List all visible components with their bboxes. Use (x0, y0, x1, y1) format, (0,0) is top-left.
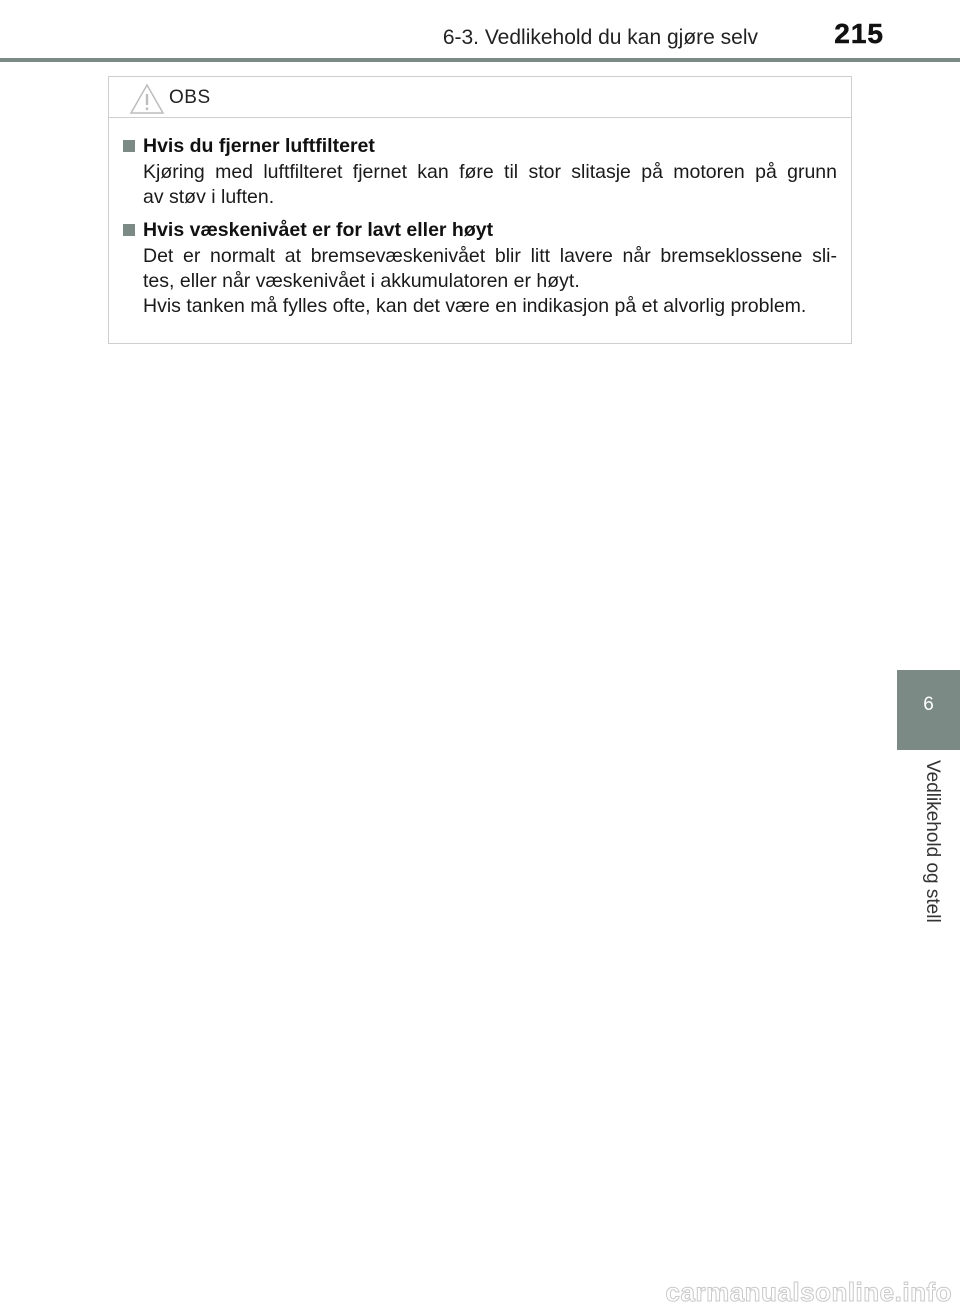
caution-box (108, 76, 852, 344)
item-heading (117, 132, 837, 160)
caution-item (117, 132, 837, 210)
page-number: 215 (834, 18, 884, 49)
header-divider (0, 58, 960, 62)
square-bullet-icon (123, 140, 135, 152)
caution-title: OBS (169, 87, 211, 108)
section-title: 6-3. Vedlikehold du kan gjøre selv (442, 26, 758, 49)
chapter-label (897, 760, 960, 940)
item-heading (117, 216, 837, 244)
chapter-number: 6 (923, 694, 934, 715)
chapter-label-text: Vedlikehold og stell (922, 760, 943, 923)
page-header (0, 0, 960, 62)
paragraph-line: Hvis tanken må fylles ofte, kan det være en indikasjon på et alvorlig problem. (143, 295, 807, 317)
paragraph-line: tes, eller når væskenivået i akkumulatoren er høyt. (143, 270, 580, 292)
item-heading-text: Hvis du fjerner luftfilteret (143, 135, 375, 157)
watermark: carmanualsonline.info (665, 1277, 952, 1307)
warning-triangle-icon (129, 83, 165, 115)
square-bullet-icon (123, 224, 135, 236)
paragraph-line: Kjøring med luftfilteret fjernet kan føre til stor slitasje på motoren på grunn (143, 161, 837, 183)
item-paragraph (117, 160, 837, 210)
caution-body (109, 118, 851, 319)
paragraph-line: av støv i luften. (143, 186, 275, 208)
caution-item (117, 216, 837, 319)
paragraph-line: Det er normalt at bremsevæskenivået blir litt lavere når bremseklossene sli- (143, 245, 837, 267)
chapter-tab (897, 670, 960, 750)
caution-header (109, 77, 851, 118)
item-paragraph (117, 244, 837, 319)
item-heading-text: Hvis væskenivået er for lavt eller høyt (143, 219, 494, 241)
